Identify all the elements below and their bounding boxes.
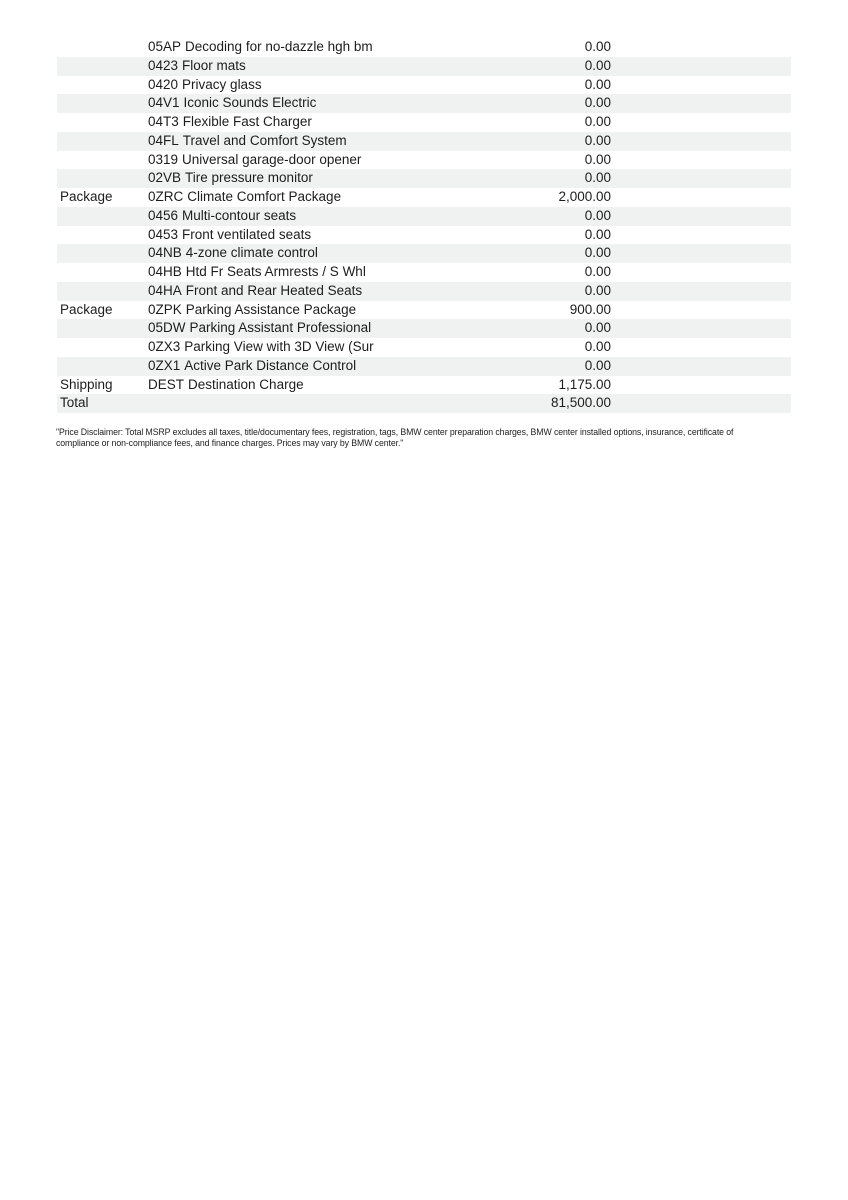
category-cell — [57, 57, 148, 76]
item-cell — [148, 188, 471, 207]
table-row — [57, 338, 791, 357]
option-code: 02VB — [148, 170, 182, 186]
category-cell — [57, 132, 148, 151]
price-cell: 0.00 — [584, 207, 611, 223]
category-cell — [57, 76, 148, 95]
table-row — [57, 282, 791, 301]
option-code: 04FL — [148, 132, 179, 148]
filler-cell — [611, 263, 791, 282]
table-row — [57, 226, 791, 245]
table-row — [57, 207, 791, 226]
option-description: Travel and Comfort System — [182, 132, 347, 148]
filler-cell — [611, 57, 791, 76]
option-description: Front ventilated seats — [182, 226, 312, 242]
item-cell — [148, 282, 471, 301]
item-cell — [148, 151, 471, 170]
category-cell: Package — [60, 301, 113, 317]
option-description: Floor mats — [182, 57, 246, 73]
option-code: 0420 — [148, 76, 179, 92]
option-description: Active Park Distance Control — [184, 357, 357, 373]
category-cell — [57, 38, 148, 57]
category-cell — [57, 169, 148, 188]
option-code: 0456 — [148, 207, 179, 223]
option-code: 0319 — [148, 151, 179, 167]
option-code: 04HA — [148, 282, 182, 298]
table-row — [57, 394, 791, 413]
table-row — [57, 151, 791, 170]
option-description: Parking View with 3D View (Sur — [184, 339, 374, 354]
category-cell — [57, 207, 148, 226]
item-cell — [148, 76, 471, 95]
option-code: 04V1 — [148, 95, 180, 111]
price-cell: 0.00 — [584, 264, 611, 279]
option-description: Parking Assistant Professional — [189, 320, 372, 336]
option-code: 0ZPK — [148, 301, 182, 317]
option-code: 04NB — [148, 245, 182, 261]
item-cell — [148, 338, 471, 357]
table-row — [57, 357, 791, 376]
price-cell: 0.00 — [584, 114, 611, 129]
table-row — [57, 301, 791, 320]
price-cell: 0.00 — [584, 357, 611, 373]
category-cell — [57, 319, 148, 338]
price-cell: 0.00 — [584, 320, 611, 336]
filler-cell — [611, 394, 791, 413]
category-cell — [57, 244, 148, 263]
option-code: 0ZX1 — [148, 357, 181, 373]
filler-cell — [611, 244, 791, 263]
item-cell — [148, 94, 471, 113]
price-cell: 0.00 — [584, 282, 611, 298]
option-description: 4-zone climate control — [185, 245, 318, 261]
item-cell — [148, 357, 471, 376]
item-cell — [148, 132, 471, 151]
option-code: 0ZRC — [148, 189, 184, 204]
option-code: 05AP — [148, 39, 182, 54]
price-cell: 1,175.00 — [558, 376, 611, 392]
category-cell — [57, 94, 148, 113]
category-cell — [57, 282, 148, 301]
filler-cell — [611, 188, 791, 207]
price-disclaimer — [56, 427, 792, 449]
item-cell — [148, 57, 471, 76]
option-code: 05DW — [148, 320, 186, 336]
option-code: 04T3 — [148, 114, 179, 129]
item-cell — [148, 376, 471, 395]
price-cell: 2,000.00 — [558, 189, 611, 204]
price-cell: 0.00 — [584, 57, 611, 73]
option-code: 0ZX3 — [148, 339, 181, 354]
filler-cell — [611, 113, 791, 132]
option-description: Climate Comfort Package — [187, 189, 342, 204]
item-cell — [148, 244, 471, 263]
item-cell — [148, 113, 471, 132]
option-description: Flexible Fast Charger — [182, 114, 312, 129]
option-description: Parking Assistance Package — [185, 301, 357, 317]
option-description: Universal garage-door opener — [182, 151, 362, 167]
category-cell: Package — [60, 189, 113, 204]
item-cell — [148, 207, 471, 226]
category-cell — [57, 263, 148, 282]
category-cell — [57, 226, 148, 245]
table-row — [57, 244, 791, 263]
filler-cell — [611, 207, 791, 226]
table-row — [57, 169, 791, 188]
filler-cell — [611, 38, 791, 57]
filler-cell — [611, 169, 791, 188]
filler-cell — [611, 151, 791, 170]
item-cell — [148, 169, 471, 188]
filler-cell — [611, 132, 791, 151]
option-description: Destination Charge — [188, 376, 304, 392]
table-row — [57, 76, 791, 95]
price-cell: 0.00 — [584, 226, 611, 242]
table-row — [57, 57, 791, 76]
filler-cell — [611, 357, 791, 376]
table-row — [57, 38, 791, 57]
table-row — [57, 113, 791, 132]
table-row — [57, 188, 791, 207]
table-row — [57, 94, 791, 113]
filler-cell — [611, 376, 791, 395]
price-cell: 0.00 — [584, 76, 611, 92]
price-cell: 0.00 — [584, 339, 611, 354]
price-cell: 81,500.00 — [550, 395, 611, 411]
item-cell — [148, 226, 471, 245]
filler-cell — [611, 319, 791, 338]
price-cell: 0.00 — [584, 151, 611, 167]
price-cell: 0.00 — [584, 245, 611, 261]
option-description: Decoding for no-dazzle hgh bm — [185, 39, 373, 54]
option-description: Tire pressure monitor — [185, 170, 313, 186]
disclaimer-line: "Price Disclaimer: Total MSRP excludes all taxes, title/documentary fees, registration, tags, BMW center preparation charges, BMW center installed options, insurance, certificate of — [56, 427, 734, 438]
option-description: Iconic Sounds Electric — [183, 95, 317, 111]
option-code: DEST — [148, 376, 185, 392]
category-cell — [57, 113, 148, 132]
options-pricing-table — [57, 38, 791, 413]
filler-cell — [611, 338, 791, 357]
category-cell: Total — [60, 395, 89, 411]
item-cell — [148, 38, 471, 57]
category-cell — [57, 338, 148, 357]
table-row — [57, 319, 791, 338]
price-cell: 0.00 — [584, 39, 611, 54]
table-row — [57, 376, 791, 395]
item-cell — [148, 301, 471, 320]
option-code: 04HB — [148, 264, 182, 279]
item-cell — [148, 319, 471, 338]
filler-cell — [611, 76, 791, 95]
price-cell: 0.00 — [584, 95, 611, 111]
price-cell: 0.00 — [584, 132, 611, 148]
table-row — [57, 132, 791, 151]
filler-cell — [611, 301, 791, 320]
item-cell — [148, 263, 471, 282]
filler-cell — [611, 226, 791, 245]
filler-cell — [611, 282, 791, 301]
option-description: Privacy glass — [182, 76, 262, 92]
option-description: Front and Rear Heated Seats — [185, 282, 363, 298]
category-cell: Shipping — [60, 376, 113, 392]
option-description: Htd Fr Seats Armrests / S Whl — [185, 264, 366, 279]
category-cell — [57, 151, 148, 170]
category-cell — [57, 357, 148, 376]
disclaimer-line: compliance or non-compliance fees, and finance charges. Prices may vary by BMW center." — [56, 438, 404, 449]
filler-cell — [611, 94, 791, 113]
item-cell — [148, 394, 471, 413]
option-code: 0423 — [148, 57, 179, 73]
table-row — [57, 263, 791, 282]
price-cell: 0.00 — [584, 170, 611, 186]
price-cell: 900.00 — [569, 301, 611, 317]
option-code: 0453 — [148, 226, 179, 242]
option-description: Multi-contour seats — [182, 207, 297, 223]
